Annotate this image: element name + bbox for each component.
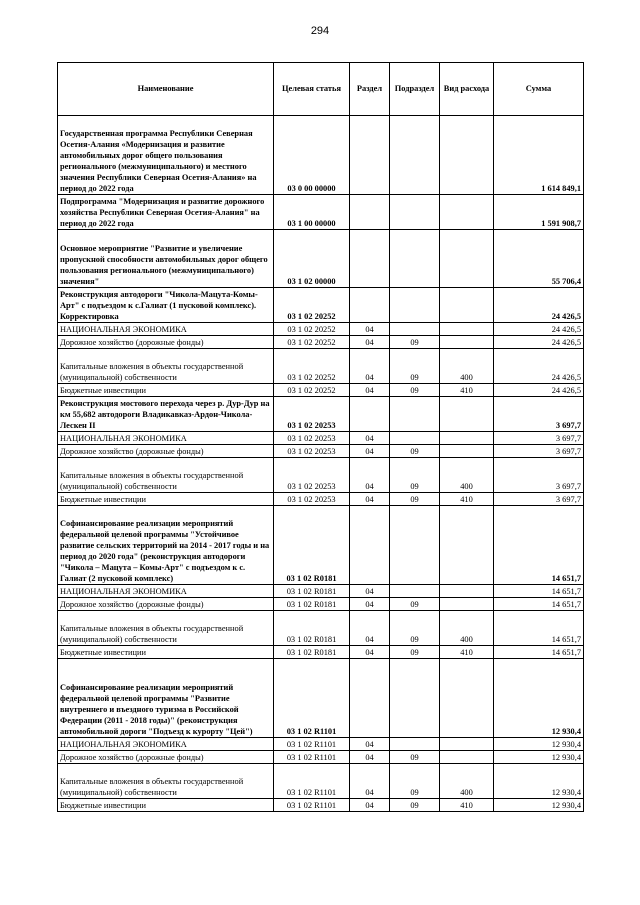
row-target-code: 03 1 02 R1101 [274, 764, 350, 799]
row-name: Дорожное хозяйство (дорожные фонды) [58, 751, 274, 764]
row-sum: 14 651,7 [494, 506, 584, 585]
row-sum: 12 930,4 [494, 764, 584, 799]
row-section: 04 [350, 336, 390, 349]
row-name: Капитальные вложения в объекты государственной (муниципальной) собственности [58, 611, 274, 646]
header-section: Раздел [350, 63, 390, 116]
row-subsection: 09 [390, 611, 440, 646]
row-section: 04 [350, 799, 390, 812]
row-sum: 12 930,4 [494, 659, 584, 738]
row-section [350, 230, 390, 288]
row-target-code: 03 1 02 R0181 [274, 611, 350, 646]
row-name: Софинансирование реализации мероприятий федеральной целевой программы "Развитие внутреннего и въездного туризма в Российской Федерации (2011 - 2018 годы)" (реконструкция автомобильной дороги "Подъезд к курорту "Цей") [58, 659, 274, 738]
table-row [58, 230, 584, 288]
row-expense-type [440, 336, 494, 349]
row-sum: 3 697,7 [494, 458, 584, 493]
table-row [58, 506, 584, 585]
row-expense-type [440, 598, 494, 611]
row-name: Бюджетные инвестиции [58, 384, 274, 397]
row-target-code: 03 1 02 R0181 [274, 506, 350, 585]
row-name: НАЦИОНАЛЬНАЯ ЭКОНОМИКА [58, 432, 274, 445]
row-expense-type [440, 659, 494, 738]
table-row [58, 323, 584, 336]
table-row [58, 611, 584, 646]
row-subsection: 09 [390, 799, 440, 812]
row-subsection: 09 [390, 646, 440, 659]
row-section: 04 [350, 598, 390, 611]
table-row [58, 349, 584, 384]
row-expense-type [440, 288, 494, 323]
header-subsection: Подраздел [390, 63, 440, 116]
row-expense-type: 400 [440, 611, 494, 646]
row-name: Капитальные вложения в объекты государственной (муниципальной) собственности [58, 764, 274, 799]
table-header-row [58, 63, 584, 116]
row-subsection [390, 506, 440, 585]
row-target-code: 03 1 02 R1101 [274, 659, 350, 738]
row-subsection: 09 [390, 751, 440, 764]
row-sum: 12 930,4 [494, 799, 584, 812]
table-row [58, 585, 584, 598]
row-expense-type: 410 [440, 799, 494, 812]
row-subsection [390, 230, 440, 288]
row-section: 04 [350, 764, 390, 799]
row-expense-type [440, 432, 494, 445]
header-name: Наименование [58, 63, 274, 116]
row-subsection [390, 738, 440, 751]
row-target-code: 03 1 02 20253 [274, 397, 350, 432]
row-target-code: 03 0 00 00000 [274, 116, 350, 195]
row-name: НАЦИОНАЛЬНАЯ ЭКОНОМИКА [58, 323, 274, 336]
table-row [58, 764, 584, 799]
row-expense-type [440, 323, 494, 336]
row-target-code: 03 1 02 20253 [274, 493, 350, 506]
row-sum: 55 706,4 [494, 230, 584, 288]
row-sum: 24 426,5 [494, 323, 584, 336]
table-row [58, 598, 584, 611]
row-name: НАЦИОНАЛЬНАЯ ЭКОНОМИКА [58, 738, 274, 751]
row-expense-type [440, 230, 494, 288]
row-subsection [390, 116, 440, 195]
row-target-code: 03 1 02 R1101 [274, 799, 350, 812]
row-expense-type: 410 [440, 384, 494, 397]
row-name: Бюджетные инвестиции [58, 646, 274, 659]
header-expense-type: Вид расхода [440, 63, 494, 116]
row-target-code: 03 1 02 R1101 [274, 751, 350, 764]
row-target-code: 03 1 00 00000 [274, 195, 350, 230]
table-row [58, 336, 584, 349]
table-row [58, 195, 584, 230]
row-name: Бюджетные инвестиции [58, 493, 274, 506]
row-expense-type [440, 116, 494, 195]
row-name: Дорожное хозяйство (дорожные фонды) [58, 445, 274, 458]
row-sum: 24 426,5 [494, 349, 584, 384]
row-section: 04 [350, 585, 390, 598]
table-row [58, 445, 584, 458]
row-expense-type [440, 751, 494, 764]
row-subsection: 09 [390, 349, 440, 384]
row-subsection [390, 397, 440, 432]
row-sum: 1 591 908,7 [494, 195, 584, 230]
table-row [58, 397, 584, 432]
row-subsection [390, 659, 440, 738]
row-target-code: 03 1 02 R0181 [274, 585, 350, 598]
row-subsection [390, 195, 440, 230]
table-row [58, 493, 584, 506]
row-section [350, 116, 390, 195]
row-sum: 24 426,5 [494, 288, 584, 323]
row-subsection [390, 432, 440, 445]
row-target-code: 03 1 02 R0181 [274, 598, 350, 611]
row-subsection: 09 [390, 458, 440, 493]
row-name: Дорожное хозяйство (дорожные фонды) [58, 336, 274, 349]
table-row [58, 799, 584, 812]
row-expense-type: 400 [440, 349, 494, 384]
row-subsection: 09 [390, 764, 440, 799]
budget-table [57, 62, 584, 812]
row-name: Капитальные вложения в объекты государственной (муниципальной) собственности [58, 458, 274, 493]
table-row [58, 751, 584, 764]
row-sum: 3 697,7 [494, 432, 584, 445]
row-sum: 3 697,7 [494, 445, 584, 458]
row-sum: 1 614 849,1 [494, 116, 584, 195]
row-subsection: 09 [390, 445, 440, 458]
header-target: Целевая статья [274, 63, 350, 116]
row-target-code: 03 1 02 20253 [274, 432, 350, 445]
header-sum: Сумма [494, 63, 584, 116]
row-sum: 24 426,5 [494, 384, 584, 397]
row-section [350, 659, 390, 738]
row-sum: 14 651,7 [494, 611, 584, 646]
row-section [350, 506, 390, 585]
row-subsection: 09 [390, 598, 440, 611]
row-subsection [390, 585, 440, 598]
row-expense-type [440, 585, 494, 598]
row-expense-type: 410 [440, 646, 494, 659]
row-subsection [390, 323, 440, 336]
row-name: Капитальные вложения в объекты государственной (муниципальной) собственности [58, 349, 274, 384]
row-expense-type [440, 506, 494, 585]
row-section: 04 [350, 751, 390, 764]
row-section: 04 [350, 738, 390, 751]
row-section [350, 288, 390, 323]
row-section [350, 397, 390, 432]
row-name: Подпрограмма "Модернизация и развитие дорожного хозяйства Республики Северная Осетия-Алания" на период до 2022 года [58, 195, 274, 230]
row-target-code: 03 1 02 R0181 [274, 646, 350, 659]
row-target-code: 03 1 02 20253 [274, 458, 350, 493]
row-name: Основное мероприятие "Развитие и увеличение пропускной способности автомобильных дорог общего пользования регионального (межмуниципального) значения" [58, 230, 274, 288]
row-name: Реконструкция автодороги "Чикола-Мацута-Комы-Арт" с подъездом к с.Галиат (1 пусковой комплекс). Корректировка [58, 288, 274, 323]
table-row [58, 384, 584, 397]
row-name: Реконструкция мостового перехода через р. Дур-Дур на км 55,682 автодороги Владикавказ-Ардон-Чикола-Лескен II [58, 397, 274, 432]
table-row [58, 458, 584, 493]
row-section [350, 195, 390, 230]
row-section: 04 [350, 384, 390, 397]
row-expense-type: 400 [440, 458, 494, 493]
row-subsection: 09 [390, 384, 440, 397]
row-name: Софинансирование реализации мероприятий федеральной целевой программы "Устойчивое развитие сельских территорий на 2014 - 2017 годы и на период до 2020 года" (реконструкция автодороги "Чикола – Мацута – Комы-Арт" с подъездом к с. Галиат (2 пусковой комплекс) [58, 506, 274, 585]
row-expense-type [440, 445, 494, 458]
table-row [58, 288, 584, 323]
row-target-code: 03 1 02 20252 [274, 288, 350, 323]
row-expense-type: 400 [440, 764, 494, 799]
row-subsection: 09 [390, 493, 440, 506]
row-name: Государственная программа Республики Северная Осетия-Алания «Модернизация и развитие автомобильных дорог общего пользования регионального (межмуниципального) и местного значения Республики Северная Осетия-Алания» на период до 2022 года [58, 116, 274, 195]
row-name: Дорожное хозяйство (дорожные фонды) [58, 598, 274, 611]
table-row [58, 116, 584, 195]
row-section: 04 [350, 445, 390, 458]
row-name: Бюджетные инвестиции [58, 799, 274, 812]
row-expense-type [440, 195, 494, 230]
row-target-code: 03 1 02 20252 [274, 336, 350, 349]
row-sum: 3 697,7 [494, 493, 584, 506]
table-row [58, 659, 584, 738]
row-target-code: 03 1 02 R1101 [274, 738, 350, 751]
row-section: 04 [350, 611, 390, 646]
row-subsection: 09 [390, 336, 440, 349]
row-expense-type: 410 [440, 493, 494, 506]
row-sum: 14 651,7 [494, 598, 584, 611]
row-section: 04 [350, 349, 390, 384]
table-row [58, 646, 584, 659]
row-sum: 3 697,7 [494, 397, 584, 432]
row-section: 04 [350, 646, 390, 659]
row-section: 04 [350, 493, 390, 506]
row-sum: 24 426,5 [494, 336, 584, 349]
row-target-code: 03 1 02 20253 [274, 445, 350, 458]
row-subsection [390, 288, 440, 323]
row-target-code: 03 1 02 20252 [274, 384, 350, 397]
row-target-code: 03 1 02 00000 [274, 230, 350, 288]
row-sum: 14 651,7 [494, 585, 584, 598]
row-target-code: 03 1 02 20252 [274, 349, 350, 384]
row-sum: 12 930,4 [494, 751, 584, 764]
row-name: НАЦИОНАЛЬНАЯ ЭКОНОМИКА [58, 585, 274, 598]
row-target-code: 03 1 02 20252 [274, 323, 350, 336]
row-section: 04 [350, 432, 390, 445]
row-sum: 14 651,7 [494, 646, 584, 659]
table-row [58, 738, 584, 751]
row-section: 04 [350, 458, 390, 493]
row-expense-type [440, 738, 494, 751]
row-sum: 12 930,4 [494, 738, 584, 751]
row-section: 04 [350, 323, 390, 336]
row-expense-type [440, 397, 494, 432]
page-number: 294 [310, 25, 330, 37]
table-row [58, 432, 584, 445]
